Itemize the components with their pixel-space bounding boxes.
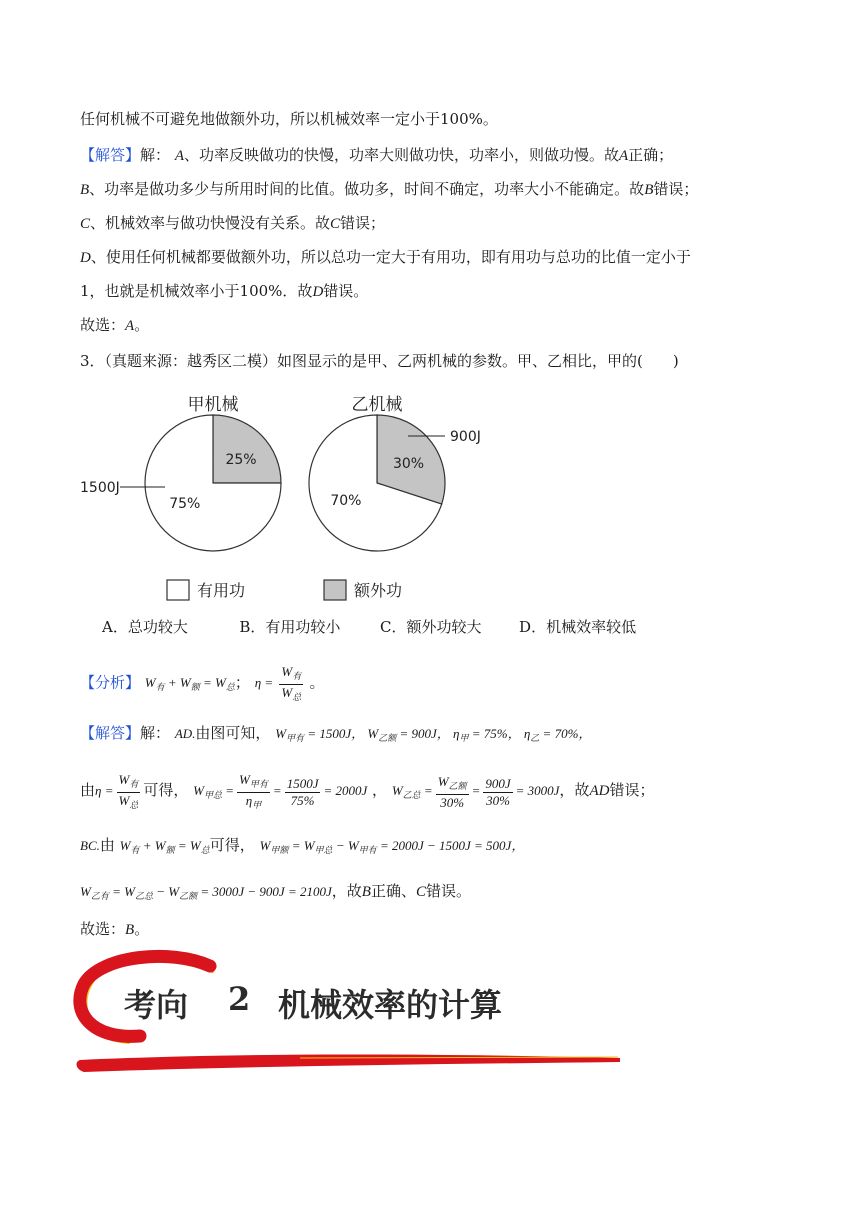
answer-line-a: [80, 144, 673, 166]
choice-line-1: [80, 314, 149, 336]
choice-value: A: [125, 318, 135, 334]
answer-line-b: [80, 178, 698, 200]
answer-text: 正确；: [628, 146, 674, 164]
answer-text: 可得，: [143, 781, 189, 799]
formula: η = $\frac{W_有}{W_总}$: [95, 771, 139, 810]
answer-text: ，故: [559, 781, 590, 799]
answer-text: 错误。: [323, 282, 369, 300]
question-text: 3．（真题来源：越秀区二模）如图显示的是甲、乙两机械的参数。甲、乙相比，甲的( ): [80, 352, 679, 370]
answer-text: 错误。: [425, 882, 471, 900]
option-b: B．有用功较小: [239, 618, 341, 636]
given-values: $W_{甲有} = 1500J$， $W_{乙额} = 900J$， $\eta_甲 = 75\%$， $\eta_乙 = 70\%$，: [275, 726, 592, 743]
option-letters: AD.: [174, 726, 196, 741]
formula-sum: $W_有 + W_额 = W_总$: [144, 675, 235, 693]
answer-intro: 解：: [140, 146, 171, 164]
pie-title: 甲机械: [187, 395, 239, 415]
calc-yi-total: $W_{乙总}$ = $\frac{W_{乙额}}{30\%}$ = $\frac{900J}{30\%}$ = 3000J: [391, 773, 560, 810]
legend-label-extra: 额外功: [354, 581, 403, 600]
option-c: C．额外功较大: [380, 618, 482, 636]
calc-jia-total: $W_{甲总}$ = $\frac{W_{甲有}}{\eta_甲}$ = $\frac{1500J}{75\%}$ = 2000J: [193, 771, 368, 810]
pie-slice-label: 70%: [330, 492, 362, 509]
answer-text: 错误；: [609, 781, 655, 799]
question-stem: [80, 350, 679, 372]
answer3-line-4: [80, 880, 471, 902]
option-letter: A: [174, 148, 184, 164]
formula-efficiency: η = $\frac{W_有}{W_总}$: [254, 664, 302, 702]
pie-slice-label: 75%: [169, 496, 201, 513]
legend-swatch-extra: [324, 580, 346, 600]
answer-tag: 【解答】: [80, 146, 141, 164]
answer-line-c: [80, 212, 385, 234]
calc-yi-useful: $W_{乙有} = W_{乙总} - W_{乙额} = 3000J - 900J = 2100J$: [80, 884, 332, 901]
option-letters: AD: [589, 783, 610, 799]
choice-label: 故选：: [80, 316, 126, 334]
options-row: [102, 616, 636, 638]
option-a: A．总功较大: [102, 618, 188, 636]
pie-slice-extra: [213, 415, 281, 483]
answer-text: 错误；: [653, 180, 699, 198]
answer-text: 可得，: [209, 836, 255, 854]
text-line: [80, 108, 498, 130]
answer-text: 、功率是做功多少与所用时间的比值。做功多，时间不确定，功率大小不能确定。故: [89, 180, 645, 198]
calc-jia-extra: $W_{甲额} = W_{甲总} - W_{甲有} = 2000J - 1500J = 500J$，: [259, 838, 525, 855]
option-letter: D: [312, 284, 324, 300]
pie-title: 乙机械: [351, 395, 403, 415]
paragraph-text: 任何机械不可避免地做额外功，所以机械效率一定小于100%。: [80, 110, 498, 128]
analysis-line: 【分析】 $W_有 + W_额 = W_总$； η = $\frac{W_有}{W_总}$ 。: [80, 664, 325, 702]
answer-intro: 解：: [140, 724, 171, 742]
pie-annotation: 1500J: [80, 480, 120, 496]
analysis-tag: 【分析】: [80, 673, 141, 692]
answer-text: 、使用任何机械都要做额外功，所以总功一定大于有用功，即有用功与总功的比值一定小于: [90, 248, 691, 266]
answer-text: 1，也就是机械效率小于100%．故: [80, 282, 313, 300]
heading-number: 2: [228, 980, 251, 1018]
option-letter: A: [619, 148, 629, 164]
option-letters: BC.: [80, 838, 100, 853]
pie-chart-yi: [309, 415, 445, 551]
answer3-line-2: 由η = $\frac{W_有}{W_总}$ 可得， $W_{甲总}$ = $\frac{W_{甲有}}{\eta_甲}$ = $\frac{1500J}{75\%}$ = 2000J ， $W_{乙总}$ = $\frac{W_{乙额}}{30\%}$ = $\frac{900J}{30\%}$ = 3000J，故AD错误；: [80, 771, 655, 810]
answer-text: 、功率反映做功的快慢，功率大则做功快，功率小，则做功慢。故: [183, 146, 619, 164]
answer-line-d2: [80, 280, 368, 302]
option-letter: C: [80, 216, 91, 232]
pie-annotation: 900J: [450, 429, 481, 445]
pie-slice-label: 25%: [225, 451, 257, 468]
option-letter: B: [80, 182, 90, 198]
answer-line-d: [80, 246, 691, 268]
heading-prefix: 考向: [124, 986, 189, 1024]
option-letter: D: [80, 250, 91, 266]
option-d: D．机械效率较低: [519, 618, 637, 636]
answer-text: ，故: [331, 882, 362, 900]
option-letter: B: [361, 884, 371, 900]
heading-title: 机械效率的计算: [278, 986, 503, 1024]
formula: $W_有 + W_额 = W_总$: [119, 838, 210, 855]
pie-charts-figure: [0, 380, 860, 610]
answer-text: 、机械效率与做功快慢没有关系。故: [90, 214, 331, 232]
option-letter: B: [644, 182, 654, 198]
pie-chart-jia: [145, 415, 281, 551]
choice-value: B: [125, 922, 135, 938]
legend-swatch-useful: [167, 580, 189, 600]
pie-slice-label: 30%: [392, 456, 425, 473]
choice-tail: 。: [134, 920, 150, 938]
option-letter: C: [330, 216, 341, 232]
answer-tag: 【解答】: [80, 724, 141, 742]
answer-text: 由: [80, 781, 96, 799]
answer-text: 正确、: [370, 882, 416, 900]
answer3-line-1: [80, 722, 591, 744]
choice-tail: 。: [134, 316, 150, 334]
choice-line-3: [80, 918, 149, 940]
legend-label-useful: 有用功: [197, 581, 246, 600]
option-letter: C: [415, 884, 426, 900]
answer-text: 错误；: [340, 214, 386, 232]
answer-text: 由图可知，: [195, 724, 271, 742]
choice-label: 故选：: [80, 920, 126, 938]
answer3-line-3: [80, 834, 524, 856]
answer-text: 由: [99, 836, 115, 854]
